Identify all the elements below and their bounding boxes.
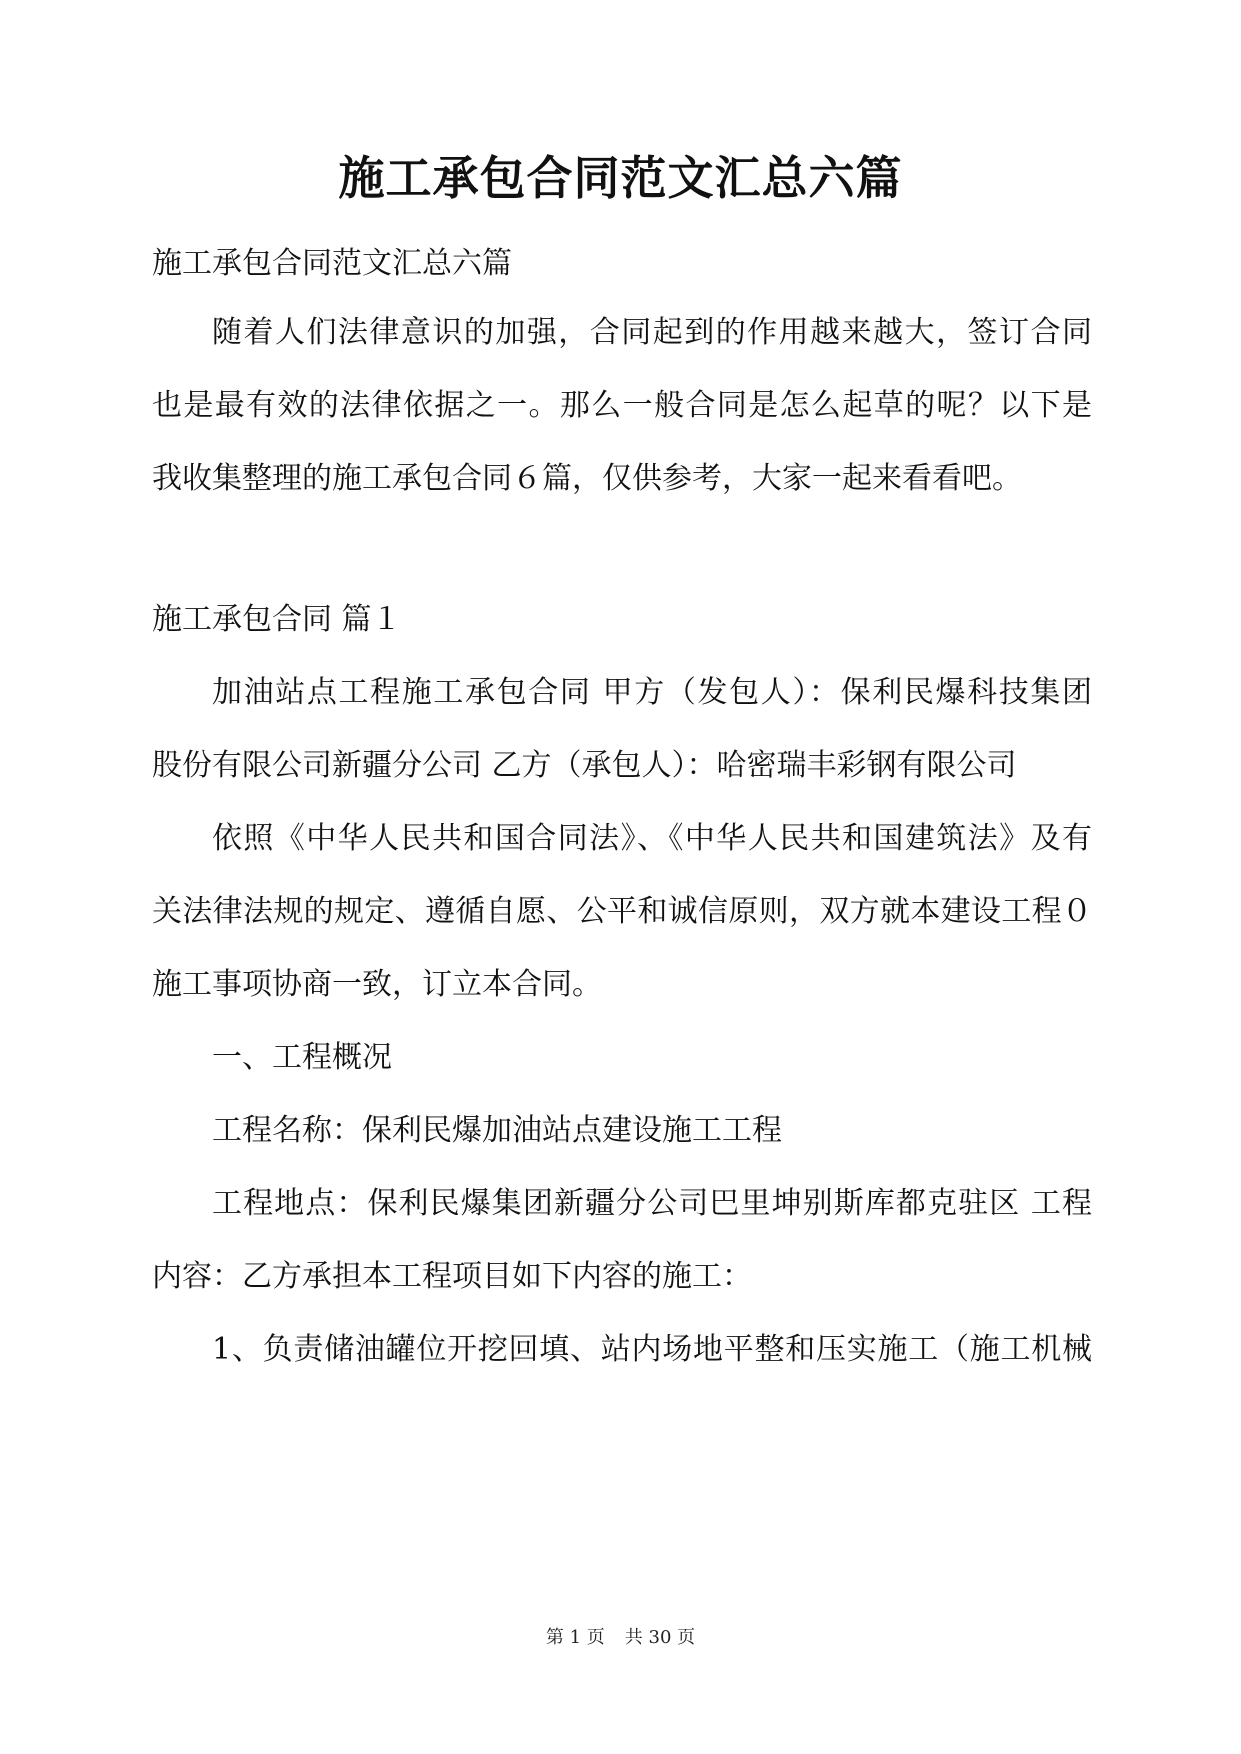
paragraph-line: 股份有限公司新疆分公司 乙方（承包人）：哈密瑞丰彩钢有限公司 <box>152 748 1017 783</box>
document-title: 施工承包合同范文汇总六篇 <box>338 151 903 205</box>
page-footer <box>0 1626 1241 1650</box>
page-number: 第 1 页 <box>545 1627 605 1648</box>
paragraph-line: 工程地点：保利民爆集团新疆分公司巴里坤别斯库都克驻区 工程 <box>212 1186 1092 1221</box>
paragraph-line: 加油站点工程施工承包合同 甲方（发包人）：保利民爆科技集团 <box>212 675 1092 710</box>
paragraph-line: 也是最有效的法律依据之一。那么一般合同是怎么起草的呢？以下是 <box>152 388 1092 423</box>
paragraph-line: 内容：乙方承担本工程项目如下内容的施工： <box>152 1259 752 1294</box>
paragraph-line: 1、负责储油罐位开挖回填、站内场地平整和压实施工（施工机械 <box>212 1332 1092 1367</box>
paragraph-line: 我收集整理的施工承包合同６篇，仅供参考，大家一起来看看吧。 <box>152 461 1022 496</box>
clause-heading: 一、工程概况 <box>212 1040 392 1075</box>
paragraph-line: 工程名称：保利民爆加油站点建设施工工程 <box>212 1113 782 1148</box>
section-heading: 施工承包合同 篇１ <box>152 602 402 637</box>
paragraph-line: 随着人们法律意识的加强，合同起到的作用越来越大，签订合同 <box>212 315 1092 350</box>
paragraph-line: 施工事项协商一致，订立本合同。 <box>152 967 602 1002</box>
page-total: 共 30 页 <box>624 1627 696 1648</box>
paragraph-line: 关法律法规的规定、遵循自愿、公平和诚信原则，双方就本建设工程０ <box>152 894 1092 929</box>
paragraph-line: 依照《中华人民共和国合同法》、《中华人民共和国建筑法》及有 <box>212 821 1092 856</box>
subtitle-line: 施工承包合同范文汇总六篇 <box>152 246 512 281</box>
